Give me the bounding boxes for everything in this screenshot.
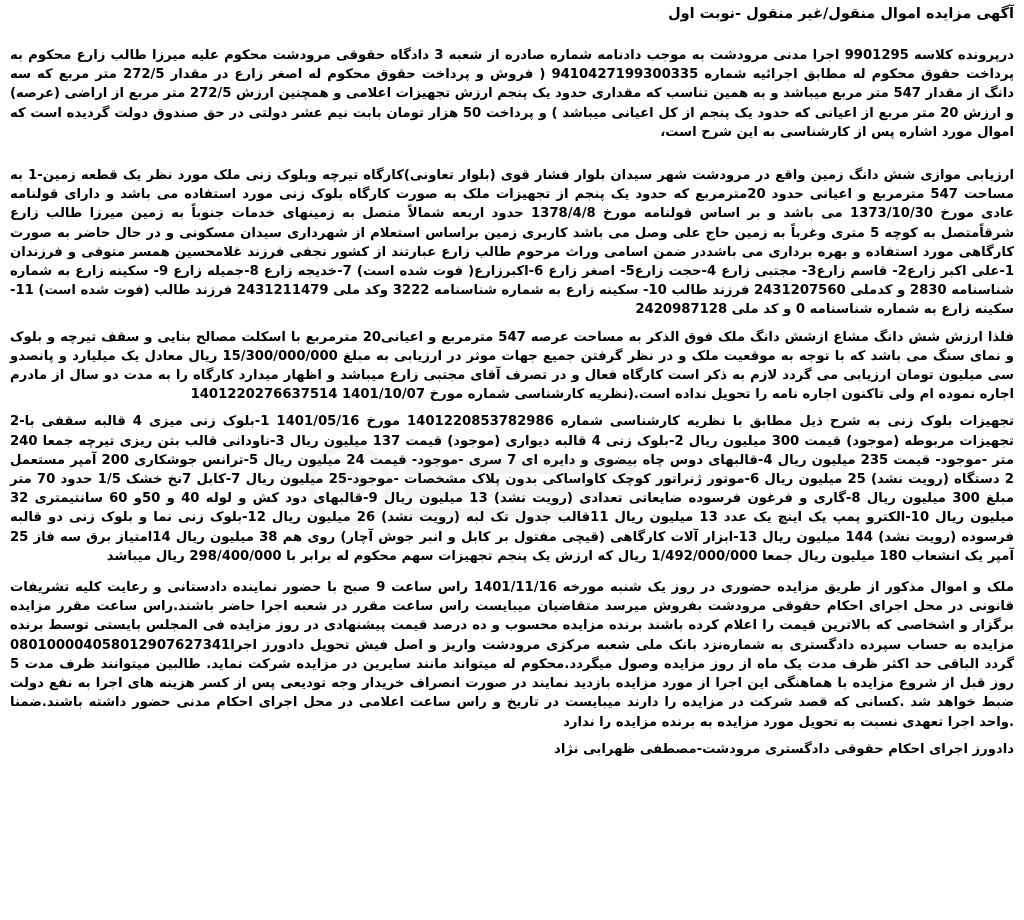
case-paragraph: درپرونده کلاسه 9901295 اجرا مدنی مرودشت به موجب دادنامه شماره صادره از شعبه 3 دادگاه حقوقی مرودشت محکوم علیه میرزا طالب زارع محکوم به پرداخت حقوق محکوم له مطابق اجرائیه شماره 9410427199300335 ( فروش و پرداخت حقوق محکوم له اصغر زارع در مقدار 272/5 متر مربع که سه دانگ از مقدار 547 متر مربع میباشد و به همین تناسب که مقداری حدود یک پنجم ارزش تجهیزات اعلامی و همچنین ارزش 272/5 متر مربع از اراضی (عرصه) و ارزش 20 متر مربع از اعیانی که حدود یک پنجم از کل اعیانی میباشد ) و پرداخت 50 هزار تومان بابت نیم عشر دولتی در حق صندوق دولت گردیده است که اموال مورد اشاره پس از کارشناسی به این شرح است، — [10, 48, 1015, 140]
property-valuation-paragraph: فلذا ارزش شش دانگ مشاع ازشش دانگ ملک فوق الذکر به مساحت عرصه 547 مترمربع و اعیانی20 مترمربع با اسکلت مصالح بنایی و سقف تیرچه و بلوک و نمای سنگ می باشد که با توجه به موقعیت ملک و در نظر گرفتن جمیع جهات موثر در ارزیابی به مبلغ 15/300/000/000 ریال معادل یک میلیارد و پانصدو سی میلیون تومان ارزیابی می گردد لازم به ذکر است کارگاه فعال و در تصرف آقای مجتبی زارع میباشد و اظهار میدارد کارگاه را به مدت دو سال از مادرم اجاره نموده ام ولی تاکنون اجاره نامه را تحویل نداده است.(نظریه کارشناسی شماره 140122027663751‪4 مورخ 1401/10/07 — [10, 329, 1015, 403]
notice-title: آگهی مزایده اموال منقول/غیر منقول -نوبت اول — [668, 6, 1014, 22]
auction-conditions-paragraph: ملک و اموال مذکور از طریق مزایده حضوری در روز یک شنبه مورخه 1401/11/16 راس ساعت 9 صبح با حضور نماینده دادستانی و رعایت کلیه تشریفات قانونی در محل اجرای احکام حقوقی مرودشت بفروش میرسد متقاضیان میبایست راس ساعت مقرر در شعبه اجرا حاضر باشند.راس ساعت مقرر مزایده برگزار و اشخاصی که بالاترین قیمت را اعلام کرده باشند برنده مزایده محسوب و ده درصد قیمت پیشنهادی در روز مزایده فی المجلس بایستی توسط برنده مزایده به حساب سپرده دادگستری به شماره0801000040580129076273‪41نزد بانک ملی شعبه مرکزی مرودشت واریز و اصل فیش تحویل دادورز اجرا گردد الباقی حد اکثر ظرف مدت یک ماه از روز مزایده وصول میگردد.محکوم له میتواند مانند سایرین در مزایده شرکت نماید. طالبین میتوانند ظرف مدت 5 روز قبل از شروع مزایده با هماهنگی این اجرا از مورد مزایده بازدید نمایند در صورت انصراف خریدار وجه تودیعی پس از کسر هزینه های اجرا به نفع دولت ضبط خواهد شد .کسانی که قصد شرکت در مزایده را دارند میبایست در تاریخ و راس ساعت اعلامی در محل اجرای احکام مدنی حضور داشته باشند.ضمنا واحد اجرا تعهدی نسبت به تحویل مورد مزایده به برنده مزایده را ندارد. — [10, 580, 1014, 730]
equipment-list-paragraph: تجهیزات بلوک زنی به شرح ذیل مطابق با نظریه کارشناسی شماره 1401220853782986 مورخ 1401/05/16 1-بلوک زنی میزی 4 قالبه سقفی با-2 تجهیزات مربوطه (موجود) قیمت 300 میلیون ریال 2-بلوک زنی 4 قالبه دیواری (موجود) قیمت 137 میلیون ریال 3-ناودانی قالب بتن ریزی تیرچه جمعا 240 متر -موجود- قیمت 235 میلیون ریال 4-قالبهای دوس چاه بیضوی و دایره ای 7 سری -موجود- قیمت 24 میلیون ریال 5-ترانس جوشکاری 200 آمپر مستعمل 2 دستگاه (رویت نشد) 25 میلیون ریال 6-موتور ژنراتور کوچک کاواساکی بدون پلاک مشخصات -موجود-25 میلیون ریال 7-کابل 7نخ خشک 1/5 حدود 70 متر مبلغ 300 میلیون ریال 8-گاری و فرغون فرسوده ضایعاتی تعدادی (رویت نشد) 13 میلیون ریال 9-قالبهای دود کش و لوله 40 و 50و 60 سانتیمتری 32 میلیون ریال 10-الکترو پمپ یک اینچ یک عدد 13 میلیون ریال 11قالب جدول تک لبه (رویت نشد) 26 میلیون ریال 12-بلوک زنی نما و بلوک زنی دو قالبه فرسوده (رویت نشد) 144 میلیون ریال 13-ابزار آلات کارگاهی (قیچی مفتول بر کابل و انبر جوش آچار) روی هم 38 میلیون ریال 14امتیاز برق سه فاز 25 آمپر یک انشعاب 180 میلیون ریال جمعا 1/492/000/000 ریال که ارزش یک پنجم تجهیزات سهم محکوم له برابر با 298/400/000 ریال میباشد — [10, 414, 1014, 564]
signature-line: دادورز اجرای احکام حقوقی دادگستری مرودشت-مصطفی ظهرابی نژاد — [554, 741, 1014, 757]
property-appraisal-paragraph: ارزیابی موازی شش دانگ زمین واقع در مرودشت شهر سیدان بلوار فشار قوی (بلوار تعاونی)کارگاه تیرچه وبلوک زنی ملک مورد نظر یک قطعه زمین-1 به مساحت 547 مترمربع و اعیانی حدود 20مترمربع که حدود یک پنجم از تجهیزات ملک به صورت کارگاه بلوک زنی مورد استفاده می باشد و دارای قولنامه عادی مورخ 1373/10/30 می باشد و بر اساس قولنامه مورخ 1378/4/8 حدود اربعه شمالاً متصل به زمینهای خدمات جنوباً به زمین میرزا طالب زارع شرقاًمتصل به کوچه 5 متری وغرباً به زمین حاج علی وصل می باشد کاربری زمین براساس استعلام از شهرداری سیدان مسکونی و در حال حاضر به صورت کارگاهی مورد استفاده و بهره برداری می باشددر ضمن اسامی وراث مرحوم طالب زارع عبارتند از کشور نجفی فرزند غلامحسین همسر متوفی و فرزندان 1-علی اکبر زارع2- قاسم زارع3- مجتبی زارع 4-حجت زارع5- اصغر زارع 6-اکبرزارع( فوت شده است) 7-خدیجه زارع 8-جمیله زارع 9- سکینه زارع به شماره شناسنامه 2830 و کدملی 2431207560 فرزند طالب 10- سکینه زارع به شماره شناسنامه 3222 وکد ملی 2431211479 فرزند طالب (فوت شده است) 11- سکینه زارع به شماره شناسنامه 0 و کد ملی 2420987128 — [10, 168, 1015, 318]
